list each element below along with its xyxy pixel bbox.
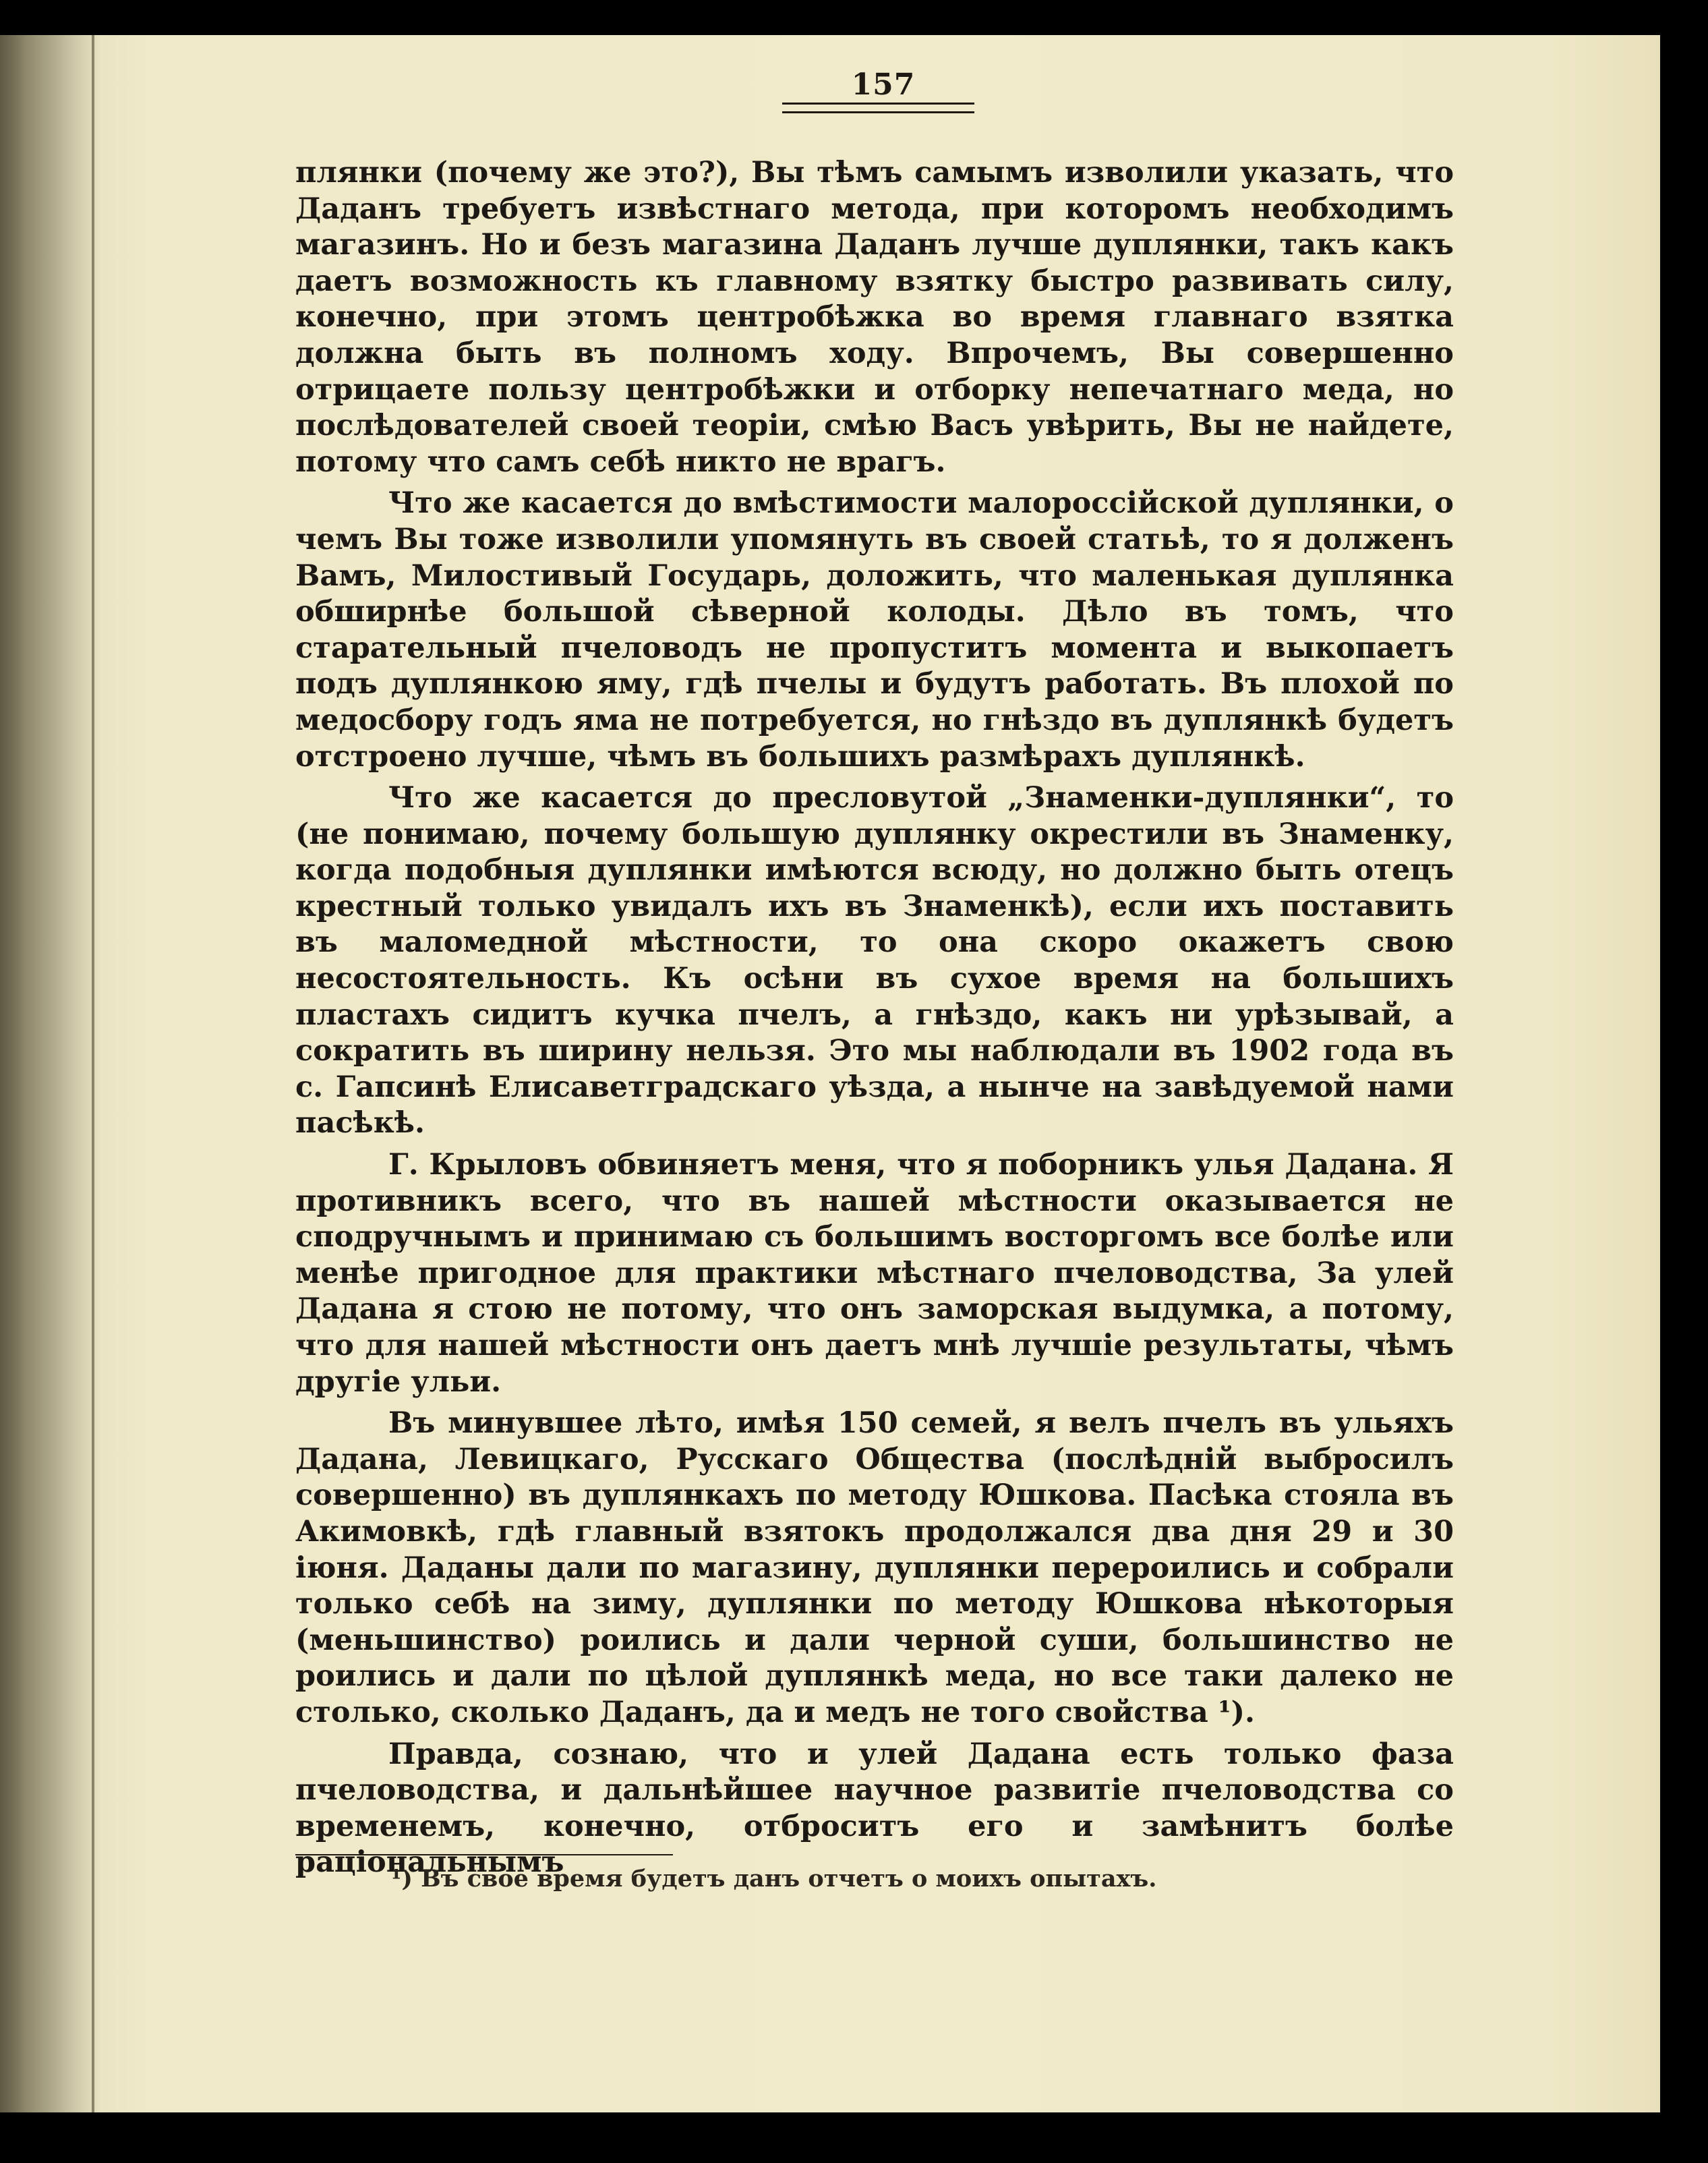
paragraph: Г. Крыловъ обвиняетъ меня, что я поборникъ улья Дадана. Я противникъ всего, что въ нашей мѣстности оказывается не сподручнымъ и принимаю съ большимъ восторгомъ все болѣе или менѣе пригодное для практики мѣстнаго пчеловодства, За улей Дадана я стою не потому, что онъ заморская выдумка, а потому, что для нашей мѣстности онъ даетъ мнѣ лучшіе результаты, чѣмъ другіе ульи. <box>295 1148 1454 1399</box>
binding-shadow <box>0 35 101 2112</box>
paragraph: Въ минувшее лѣто, имѣя 150 семей, я велъ пчелъ въ ульяхъ Дадана, Левицкаго, Русскаго Общества (послѣдній выбросилъ совершенно) въ дуплянкахъ по методу Юшкова. Пасѣка стояла въ Акимовкѣ, гдѣ главный взятокъ продолжался два дня 29 и 30 іюня. Даданы дали по магазину, дуплянки перероились и собрали только себѣ на зиму, дуплянки по методу Юшкова нѣкоторыя (меньшинство) роились и дали черной суши, большинство не роились и дали по цѣлой дуплянкѣ меда, но все таки далеко не столько, сколько Даданъ, да и медъ не того свойства ¹). <box>295 1406 1454 1729</box>
book-page <box>0 35 1660 2112</box>
paragraph: Правда, сознаю, что и улей Дадана есть только фаза пчеловодства, и дальнѣйшее научное развитіе пчеловодства со временемъ, конечно, отброситъ его и замѣнитъ болѣе раціональнымъ <box>295 1737 1454 1880</box>
paragraph: плянки (почему же это?), Вы тѣмъ самымъ изволили указать, что Даданъ требуетъ извѣстнаго метода, при которомъ необходимъ магазинъ. Но и безъ магазина Даданъ лучше дуплянки, такъ какъ даетъ возможность къ главному взятку быстро развивать силу, конечно, при этомъ центробѣжка во время главнаго взятка должна быть въ полномъ ходу. Впрочемъ, Вы совершенно отрицаете пользу центробѣжки и отборку непечатнаго меда, но послѣдователей своей теоріи, смѣю Васъ увѣрить, Вы не найдете, потому что самъ себѣ никто не врагъ. <box>295 156 1454 479</box>
paragraph: Что же касается до вмѣстимости малороссійской дуплянки, о чемъ Вы тоже изволили упомянуть въ своей статьѣ, то я долженъ Вамъ, Милостивый Государь, доложить, что маленькая дуплянка обширнѣе большой сѣверной колоды. Дѣло въ томъ, что старательный пчеловодъ не пропуститъ момента и выкопаетъ подъ дуплянкою яму, гдѣ пчелы и будутъ работать. Въ плохой по медосбору годъ яма не потребуется, но гнѣздо въ дуплянкѣ будетъ отстроено лучше, чѣмъ въ большихъ размѣрахъ дуплянкѣ. <box>295 486 1454 774</box>
header-double-rule <box>782 103 974 113</box>
paragraph: Что же касается до пресловутой „Знаменки-дуплянки“, то (не понимаю, почему большую дуплянку окрестили въ Знаменку, когда подобныя дуплянки имѣются всюду, но должно быть отецъ крестный только увидалъ ихъ въ Знаменкѣ), если ихъ поставить въ маломедной мѣстности, то она скоро окажетъ свою несостоятельность. Къ осѣни въ сухое время на большихъ пластахъ сидитъ кучка пчелъ, а гнѣздо, какъ ни урѣзывай, а сократить въ ширину нельзя. Это мы наблюдали въ 1902 года въ с. Гапсинѣ Елисаветградскаго уѣзда, а нынче на завѣдуемой нами пасѣкѣ. <box>295 781 1454 1141</box>
body-text <box>295 155 1454 1886</box>
binding-edge <box>92 35 94 2112</box>
footnote-rule <box>295 1854 673 1855</box>
page-number: 157 <box>851 67 916 102</box>
footnote: ¹) Въ свое время будетъ данъ отчетъ о моихъ опытахъ. <box>391 1865 1157 1893</box>
